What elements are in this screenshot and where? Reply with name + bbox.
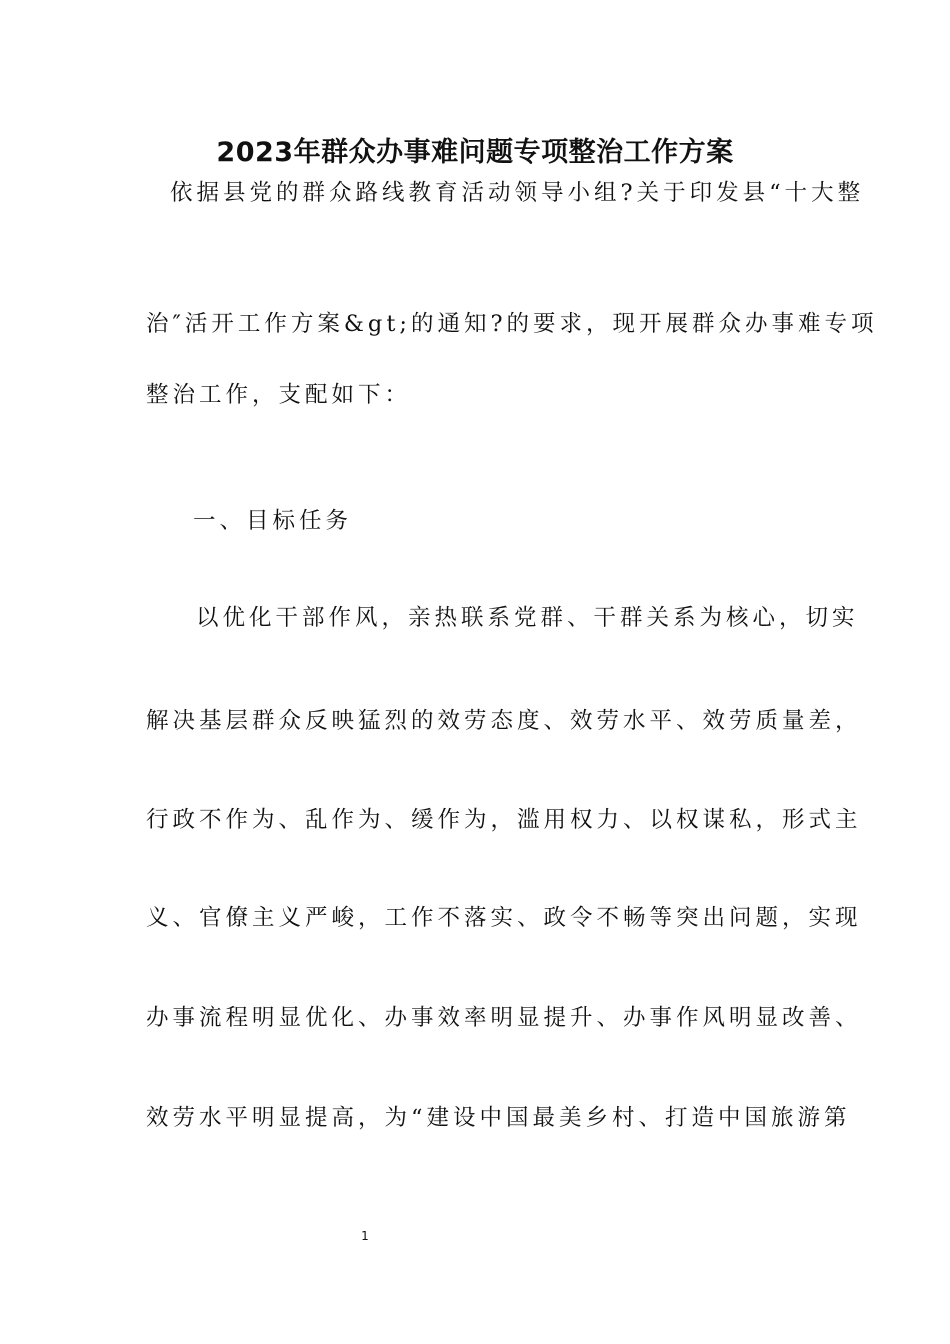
paragraph-line: 效劳水平明显提高，为“建设中国最美乡村、打造中国旅游第 (146, 1105, 851, 1131)
paragraph-line: 依据县党的群众路线教育活动领导小组?关于印发县“十大整 (170, 180, 865, 206)
document-title: 2023年群众办事难问题专项整治工作方案 (216, 137, 734, 168)
page-number: 1 (361, 1229, 369, 1243)
paragraph-line: 义、官僚主义严峻，工作不落实、政令不畅等突出问题，实现 (146, 905, 862, 931)
paragraph-line: 整治工作，支配如下： (146, 382, 412, 408)
paragraph-line: 解决基层群众反映猛烈的效劳态度、效劳水平、效劳质量差， (146, 708, 862, 734)
paragraph-line: 行政不作为、乱作为、缓作为，滥用权力、以权谋私，形式主 (146, 807, 862, 833)
section-heading: 一、目标任务 (193, 508, 353, 534)
paragraph-line: 办事流程明显优化、办事效率明显提升、办事作风明显改善、 (146, 1005, 862, 1031)
paragraph-line: 治″活开工作方案&gt;的通知?的要求，现开展群众办事难专项 (146, 311, 878, 337)
paragraph-line: 以优化干部作风，亲热联系党群、干群关系为核心，切实 (196, 605, 859, 631)
